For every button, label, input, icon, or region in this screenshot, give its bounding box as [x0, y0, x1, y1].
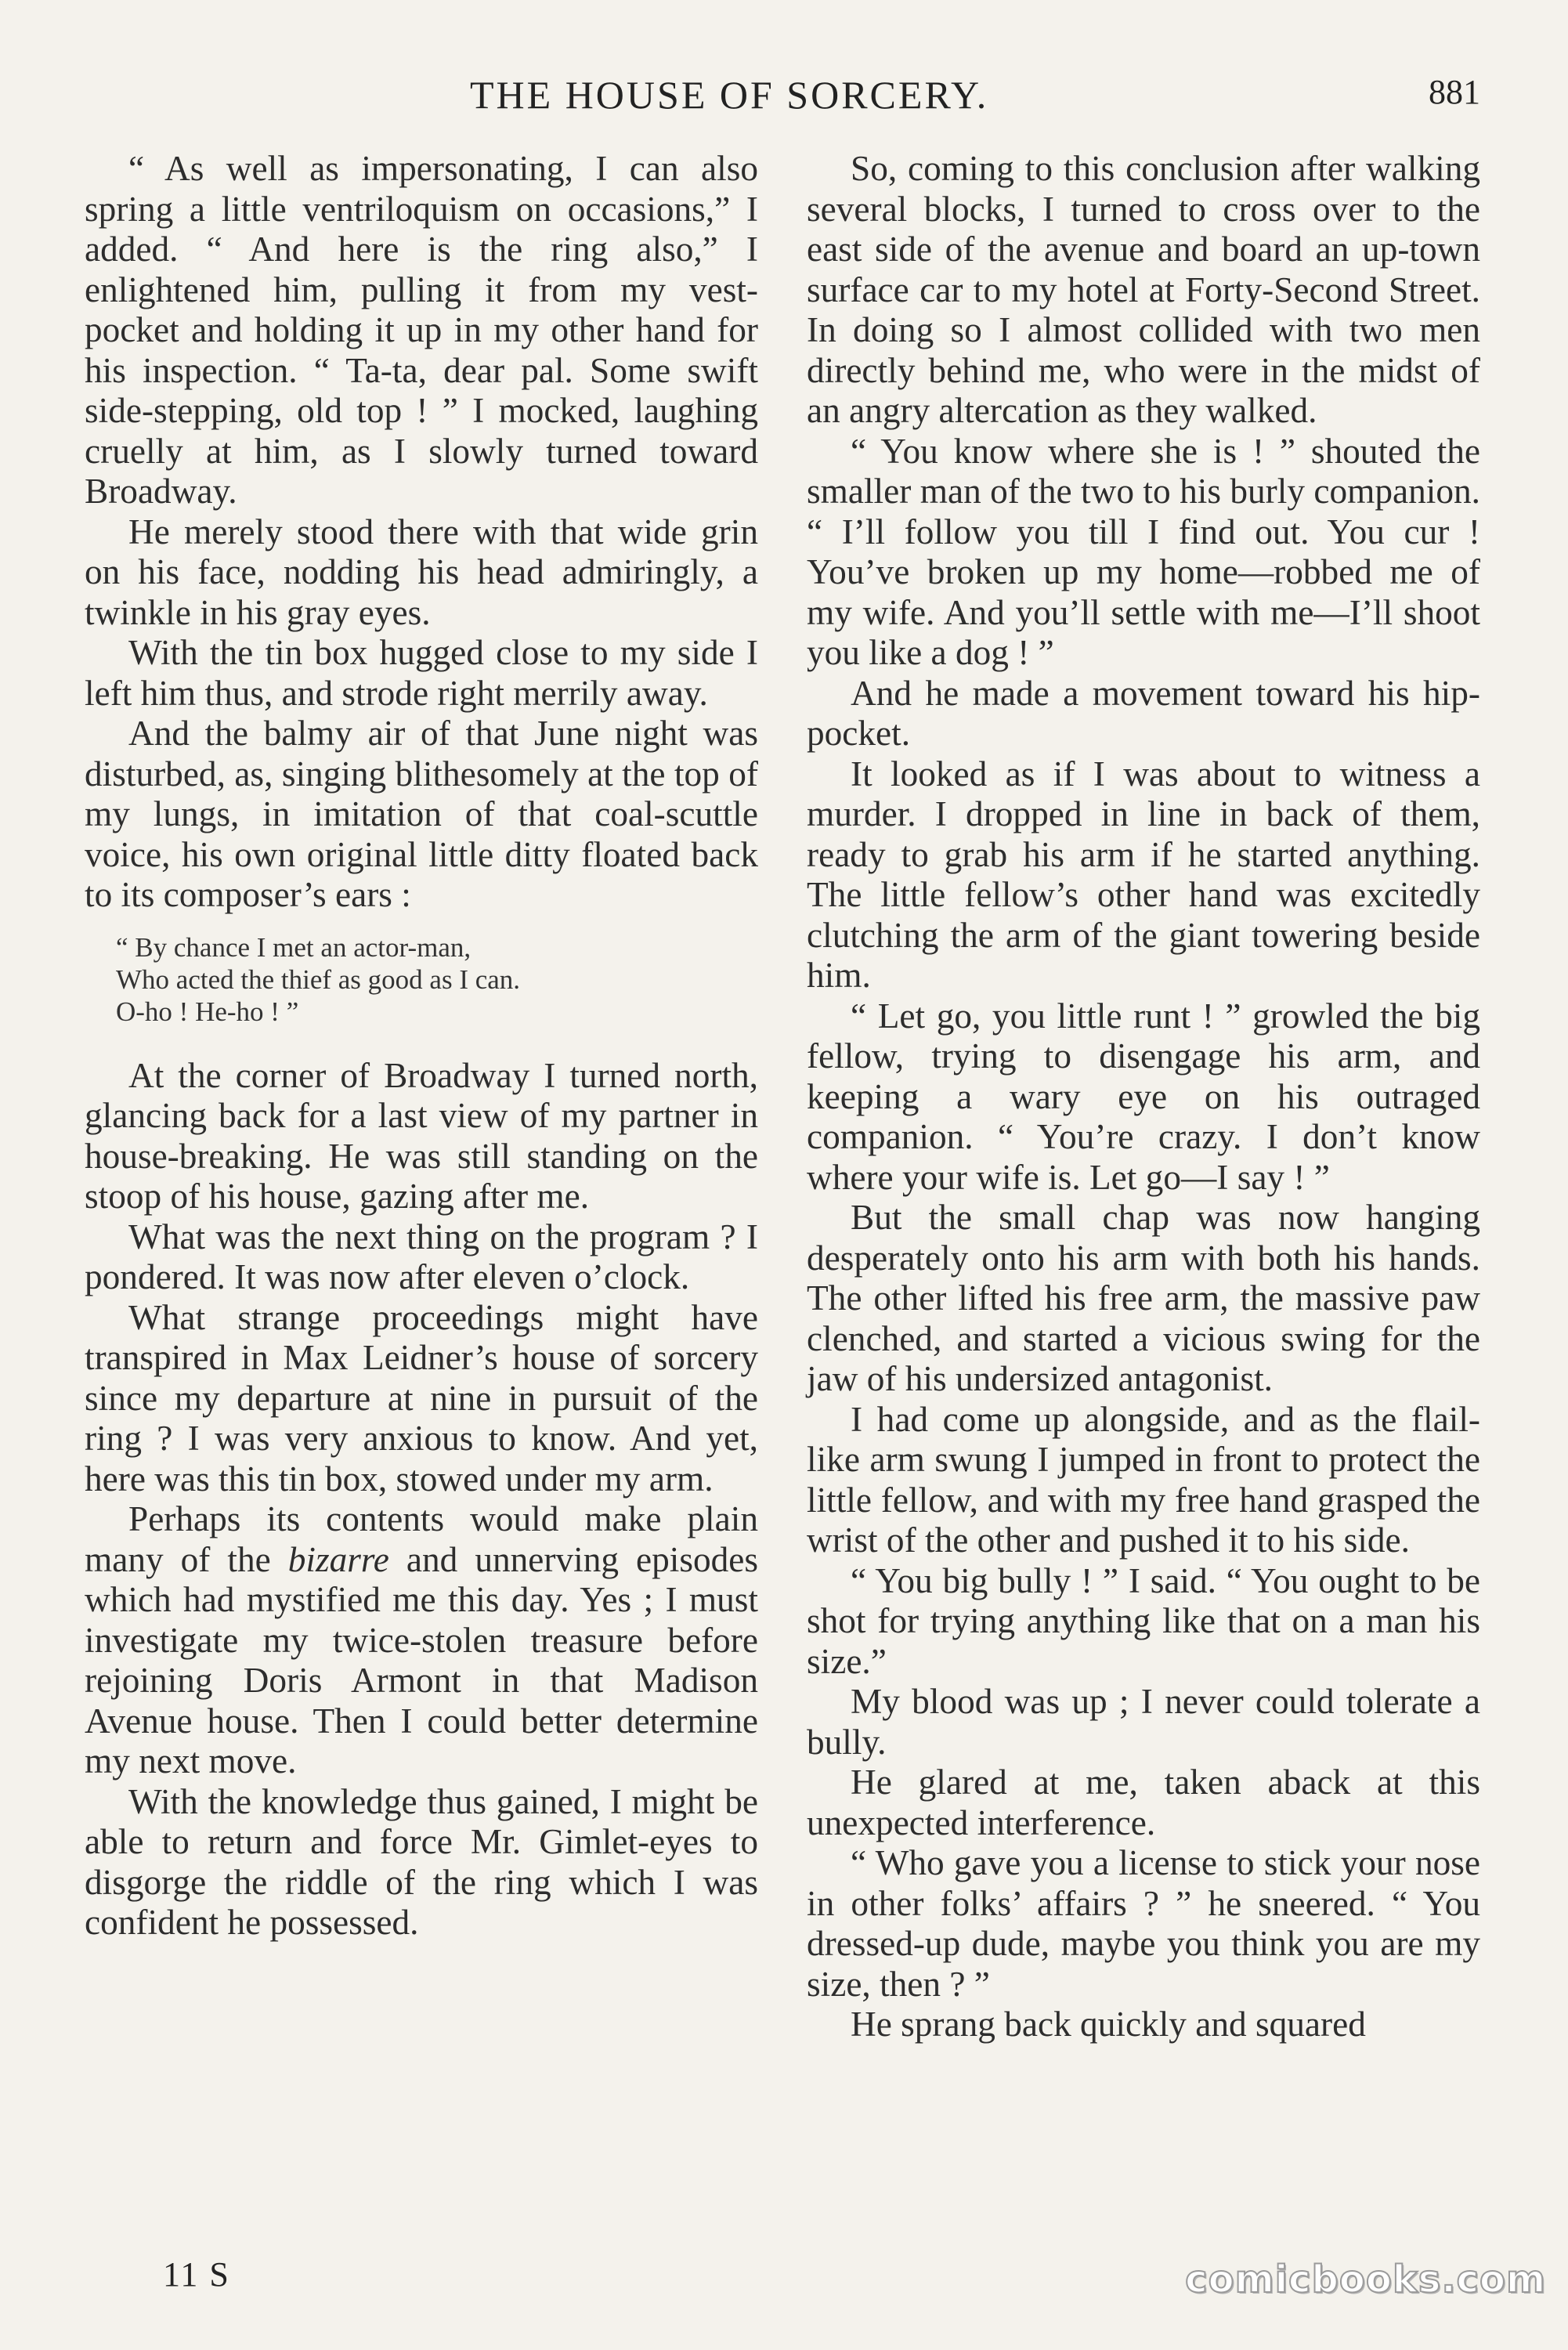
paragraph: He sprang back quickly and squared: [851, 2005, 1366, 2044]
paragraph-with-italic: [85, 1499, 758, 1782]
text-run: Perhaps its contents would make plain many of the: [85, 1499, 758, 1579]
italic-word: bizarre: [287, 1539, 389, 1579]
page-number: 881: [1429, 73, 1480, 111]
paragraph: But the small chap was now hanging desperately onto his arm with both his hands. The other lifted his free arm, the massive paw clenched, and started a vicious swing for the jaw of his undersized antagonist.: [807, 1198, 1480, 1398]
paragraph: And he made a movement toward his hip-pocket.: [807, 673, 1480, 753]
paragraph: It looked as if I was about to witness a murder. I dropped in line in back of them, ready to grab his arm if he started anything. The little fellow’s other hand was excitedly clutching the arm of the giant towering beside him.: [807, 754, 1480, 995]
verse-line: Who acted the thief as good as I can.: [116, 964, 521, 995]
paragraph: With the tin box hugged close to my side I left him thus, and strode right merrily away.: [85, 633, 758, 713]
paragraph: “ You big bully ! ” I said. “ You ought to be shot for trying anything like that on a man his size.”: [807, 1560, 1480, 1681]
left-column: [85, 149, 758, 1943]
verse-line: “ By chance I met an actor-man,: [116, 931, 471, 963]
paragraph: “ As well as impersonating, I can also spring a little ventriloquism on occasions,” I added. “ And here is the ring also,” I enlightened him, pulling it from my vest-pocket and holding it up in my other hand for his inspection. “ Ta-ta, dear pal. Some swift side-stepping, old top ! ” I mocked, laughing cruelly at him, as I slowly turned toward Broadway.: [85, 149, 758, 511]
right-column: [807, 149, 1480, 2045]
verse-line: O-ho ! He-ho ! ”: [116, 996, 299, 1027]
paragraph: What strange proceedings might have transpired in Max Leidner’s house of sorcery since my departure at nine in pursuit of the ring ? I was very anxious to know. And yet, here was this tin box, stowed under my arm.: [85, 1297, 758, 1499]
verse-block: [116, 931, 758, 1028]
running-title: THE HOUSE OF SORCERY.: [470, 73, 989, 117]
paragraph: So, coming to this conclusion after walking several blocks, I turned to cross over to the east side of the avenue and board an up-town surface car to my hotel at Forty-Second Street. In doing so I almost collided with two men directly behind me, who were in the midst of an angry altercation as they walked.: [807, 149, 1480, 430]
paragraph: My blood was up ; I never could tolerate a bully.: [807, 1682, 1480, 1762]
paragraph: He glared at me, taken aback at this unexpected interference.: [807, 1762, 1480, 1842]
paragraph: I had come up alongside, and as the flail-like arm swung I jumped in front to protect the little fellow, and with my free hand grasped the wrist of the other and pushed it to his side.: [807, 1399, 1480, 1560]
text-run: and unnerving episodes which had mystified me this day. Yes ; I must investigate my twice-stolen treasure before rejoining Doris Armont in that Madison Avenue house. Then I could better determine my next move.: [85, 1539, 758, 1781]
page-header: [0, 72, 1568, 127]
paragraph: “ Who gave you a license to stick your nose in other folks’ affairs ? ” he sneered. “ You dressed-up dude, maybe you think you are my size, then ? ”: [807, 1843, 1480, 2004]
paragraph: He merely stood there with that wide grin on his face, nodding his head admiringly, a twinkle in his gray eyes.: [85, 512, 758, 632]
signature-mark: 11 S: [163, 2255, 230, 2294]
paragraph: What was the next thing on the program ? I pondered. It was now after eleven o’clock.: [85, 1217, 758, 1296]
paragraph: With the knowledge thus gained, I might be able to return and force Mr. Gimlet-eyes to disgorge the riddle of the ring which I was confident he possessed.: [85, 1781, 758, 1942]
paragraph: At the corner of Broadway I turned north, glancing back for a last view of my partner in house-breaking. He was still standing on the stoop of his house, gazing after me.: [85, 1055, 758, 1216]
paragraph: “ You know where she is ! ” shouted the smaller man of the two to his burly companion. “ I’ll follow you till I find out. You cur ! You’ve broken up my home—robbed me of my wife. And you’ll settle with me—I’ll shoot you like a dog ! ”: [807, 431, 1480, 672]
paragraph: And the balmy air of that June night was disturbed, as, singing blithesomely at the top of my lungs, in imitation of that coal-scuttle voice, his own original little ditty floated back to its composer’s ears :: [85, 714, 758, 914]
watermark-logo: comicbooks.com: [1185, 2258, 1546, 2301]
paragraph: “ Let go, you little runt ! ” growled the big fellow, trying to disengage his arm, and keeping a wary eye on his outraged companion. “ You’re crazy. I don’t know where your wife is. Let go—I say ! ”: [807, 996, 1480, 1197]
